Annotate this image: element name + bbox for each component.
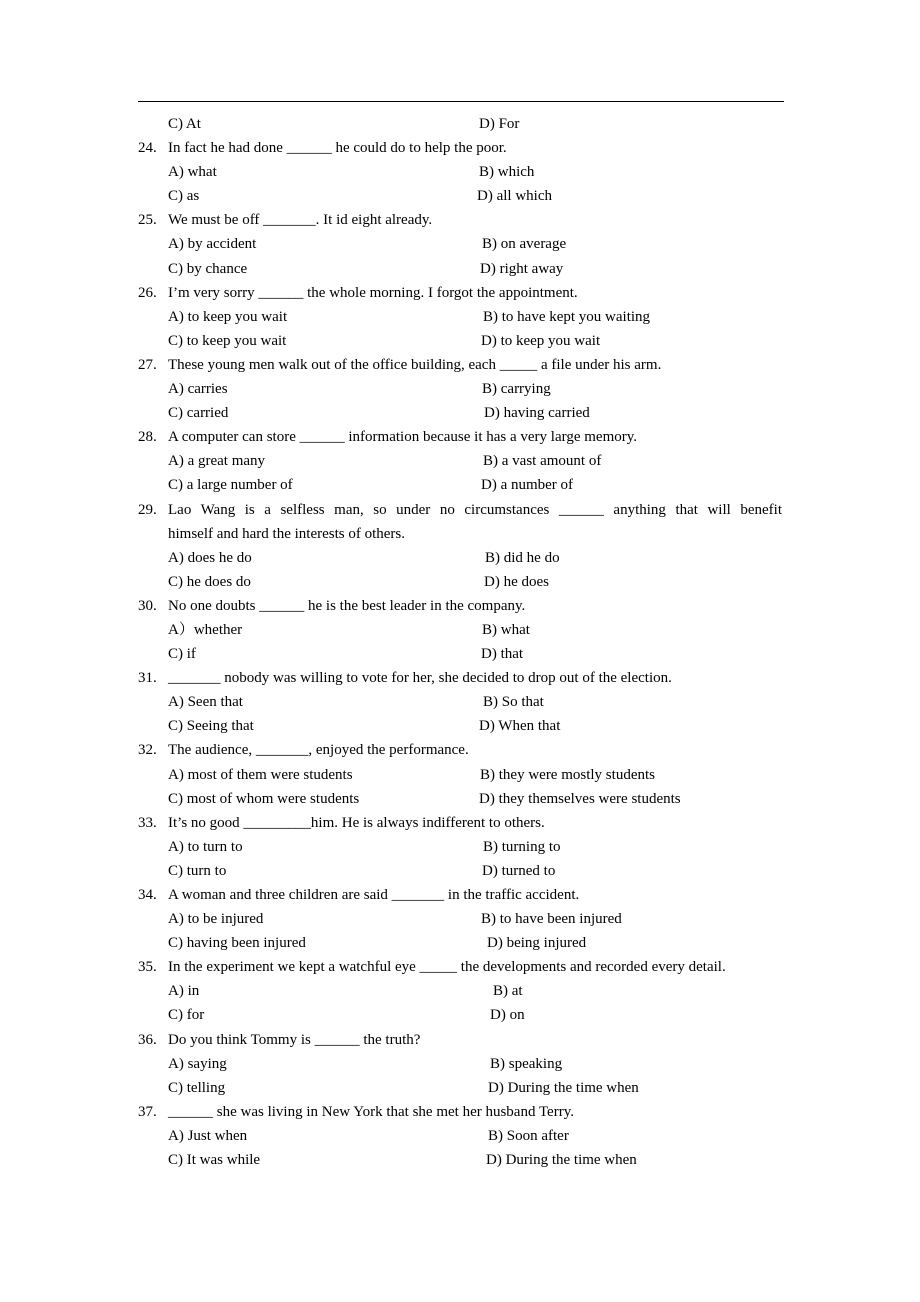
question-number: 35.	[138, 959, 157, 976]
question-text: Lao Wang is a selfless man, so under no circumstances ______ anything that will benefit	[168, 501, 782, 518]
option-a: A) in	[168, 983, 200, 1000]
question-35	[138, 955, 784, 1027]
question-number: 28.	[138, 429, 157, 446]
option-d: D) they themselves were students	[479, 790, 681, 807]
option-b: B) what	[482, 621, 530, 638]
question-number: 29.	[138, 501, 157, 518]
option-b: B) speaking	[490, 1055, 563, 1072]
option-d: D) to keep you wait	[481, 332, 601, 349]
option-a: A) carries	[168, 381, 228, 398]
question-number: 30.	[138, 597, 157, 614]
option-d: D) For	[479, 116, 520, 132]
option-b: B) did he do	[485, 549, 560, 566]
option-c: C) for	[168, 1007, 205, 1024]
option-c: C) telling	[168, 1079, 226, 1096]
option-b: B) Soon after	[488, 1127, 569, 1144]
question-number: 24.	[138, 140, 157, 157]
question-36	[138, 1028, 784, 1100]
question-text: These young men walk out of the office building, each _____ a file under his arm.	[168, 356, 662, 373]
option-d: D) that	[481, 646, 524, 663]
option-c: C) he does do	[168, 573, 251, 590]
question-number: 37.	[138, 1103, 157, 1120]
question-32	[138, 738, 784, 810]
question-text: Do you think Tommy is ______ the truth?	[168, 1031, 421, 1048]
question-26	[138, 281, 784, 353]
option-b: B) which	[479, 164, 535, 181]
option-d: D) During the time when	[488, 1079, 639, 1096]
question-text: I’m very sorry ______ the whole morning. I forgot the appointment.	[168, 284, 578, 301]
option-a: A) a great many	[168, 453, 266, 470]
question-29	[138, 498, 784, 594]
question-text: No one doubts ______ he is the best leader in the company.	[168, 597, 526, 614]
option-c: C) Seeing that	[168, 718, 254, 735]
option-d: D) having carried	[484, 405, 590, 422]
option-a: A) saying	[168, 1055, 227, 1072]
option-c: C) most of whom were students	[168, 790, 360, 807]
option-b: B) they were mostly students	[480, 766, 655, 783]
question-number: 33.	[138, 814, 157, 831]
option-a: A) does he do	[168, 549, 252, 566]
option-a: A）whether	[168, 621, 243, 638]
header-rule	[138, 101, 784, 102]
question-34	[138, 883, 784, 955]
option-a: A) by accident	[168, 236, 257, 253]
option-b: B) So that	[483, 694, 544, 711]
option-c: C) by chance	[168, 260, 248, 277]
option-b: B) a vast amount of	[483, 453, 602, 470]
question-text: In fact he had done ______ he could do to help the poor.	[168, 140, 507, 157]
option-a: A) Seen that	[168, 694, 243, 711]
question-list	[138, 112, 784, 1172]
option-d: D) on	[490, 1007, 525, 1024]
orphan-options-row	[138, 112, 784, 136]
question-number: 31.	[138, 670, 157, 687]
option-c: C) It was while	[168, 1152, 261, 1169]
option-a: A) what	[168, 164, 217, 181]
question-text: A computer can store ______ information because it has a very large memory.	[168, 429, 638, 446]
option-c: C) carried	[168, 405, 229, 422]
question-33	[138, 811, 784, 883]
question-text: The audience, _______, enjoyed the performance.	[168, 742, 469, 759]
question-text: It’s no good _________him. He is always indifferent to others.	[168, 814, 545, 831]
option-d: D) During the time when	[486, 1152, 637, 1169]
option-c: C) having been injured	[168, 935, 306, 952]
option-a: A) to turn to	[168, 838, 243, 855]
option-d: D) a number of	[481, 477, 574, 494]
option-b: B) at	[493, 983, 523, 1000]
option-b: B) turning to	[483, 838, 561, 855]
question-text: A woman and three children are said _______ in the traffic accident.	[168, 887, 580, 903]
question-text: ______ she was living in New York that she met her husband Terry.	[168, 1103, 574, 1120]
question-number: 34.	[138, 887, 157, 903]
option-d: D) When that	[479, 718, 561, 735]
question-text: In the experiment we kept a watchful eye _____ the developments and recorded every detail.	[168, 959, 726, 976]
question-text: We must be off _______. It id eight already.	[168, 212, 433, 229]
question-31	[138, 666, 784, 738]
question-text-continued: himself and hard the interests of others.	[168, 525, 406, 542]
question-text: _______ nobody was willing to vote for her, she decided to drop out of the election.	[168, 670, 672, 687]
question-24	[138, 136, 784, 208]
option-b: B) carrying	[482, 381, 551, 398]
question-number: 27.	[138, 356, 157, 373]
option-b: B) to have kept you waiting	[483, 308, 651, 325]
option-a: A) Just when	[168, 1127, 248, 1144]
option-c: C) as	[168, 188, 200, 205]
option-d: D) right away	[480, 260, 564, 277]
question-37	[138, 1100, 784, 1172]
question-number: 32.	[138, 742, 157, 759]
option-d: D) turned to	[482, 862, 556, 879]
option-d: D) being injured	[487, 935, 587, 952]
option-c: C) At	[168, 116, 201, 132]
option-b: B) to have been injured	[481, 911, 622, 928]
option-c: C) turn to	[168, 862, 227, 879]
option-c: C) to keep you wait	[168, 332, 287, 349]
option-a: A) to keep you wait	[168, 308, 288, 325]
question-30	[138, 594, 784, 666]
option-b: B) on average	[482, 236, 567, 253]
option-c: C) if	[168, 646, 196, 663]
option-a: A) most of them were students	[168, 766, 353, 783]
question-number: 26.	[138, 284, 157, 301]
option-d: D) all which	[477, 188, 552, 205]
option-d: D) he does	[484, 573, 549, 590]
question-number: 36.	[138, 1031, 157, 1048]
question-25	[138, 208, 784, 280]
question-number: 25.	[138, 212, 157, 229]
question-28	[138, 425, 784, 497]
option-c: C) a large number of	[168, 477, 293, 494]
option-a: A) to be injured	[168, 911, 264, 928]
question-27	[138, 353, 784, 425]
